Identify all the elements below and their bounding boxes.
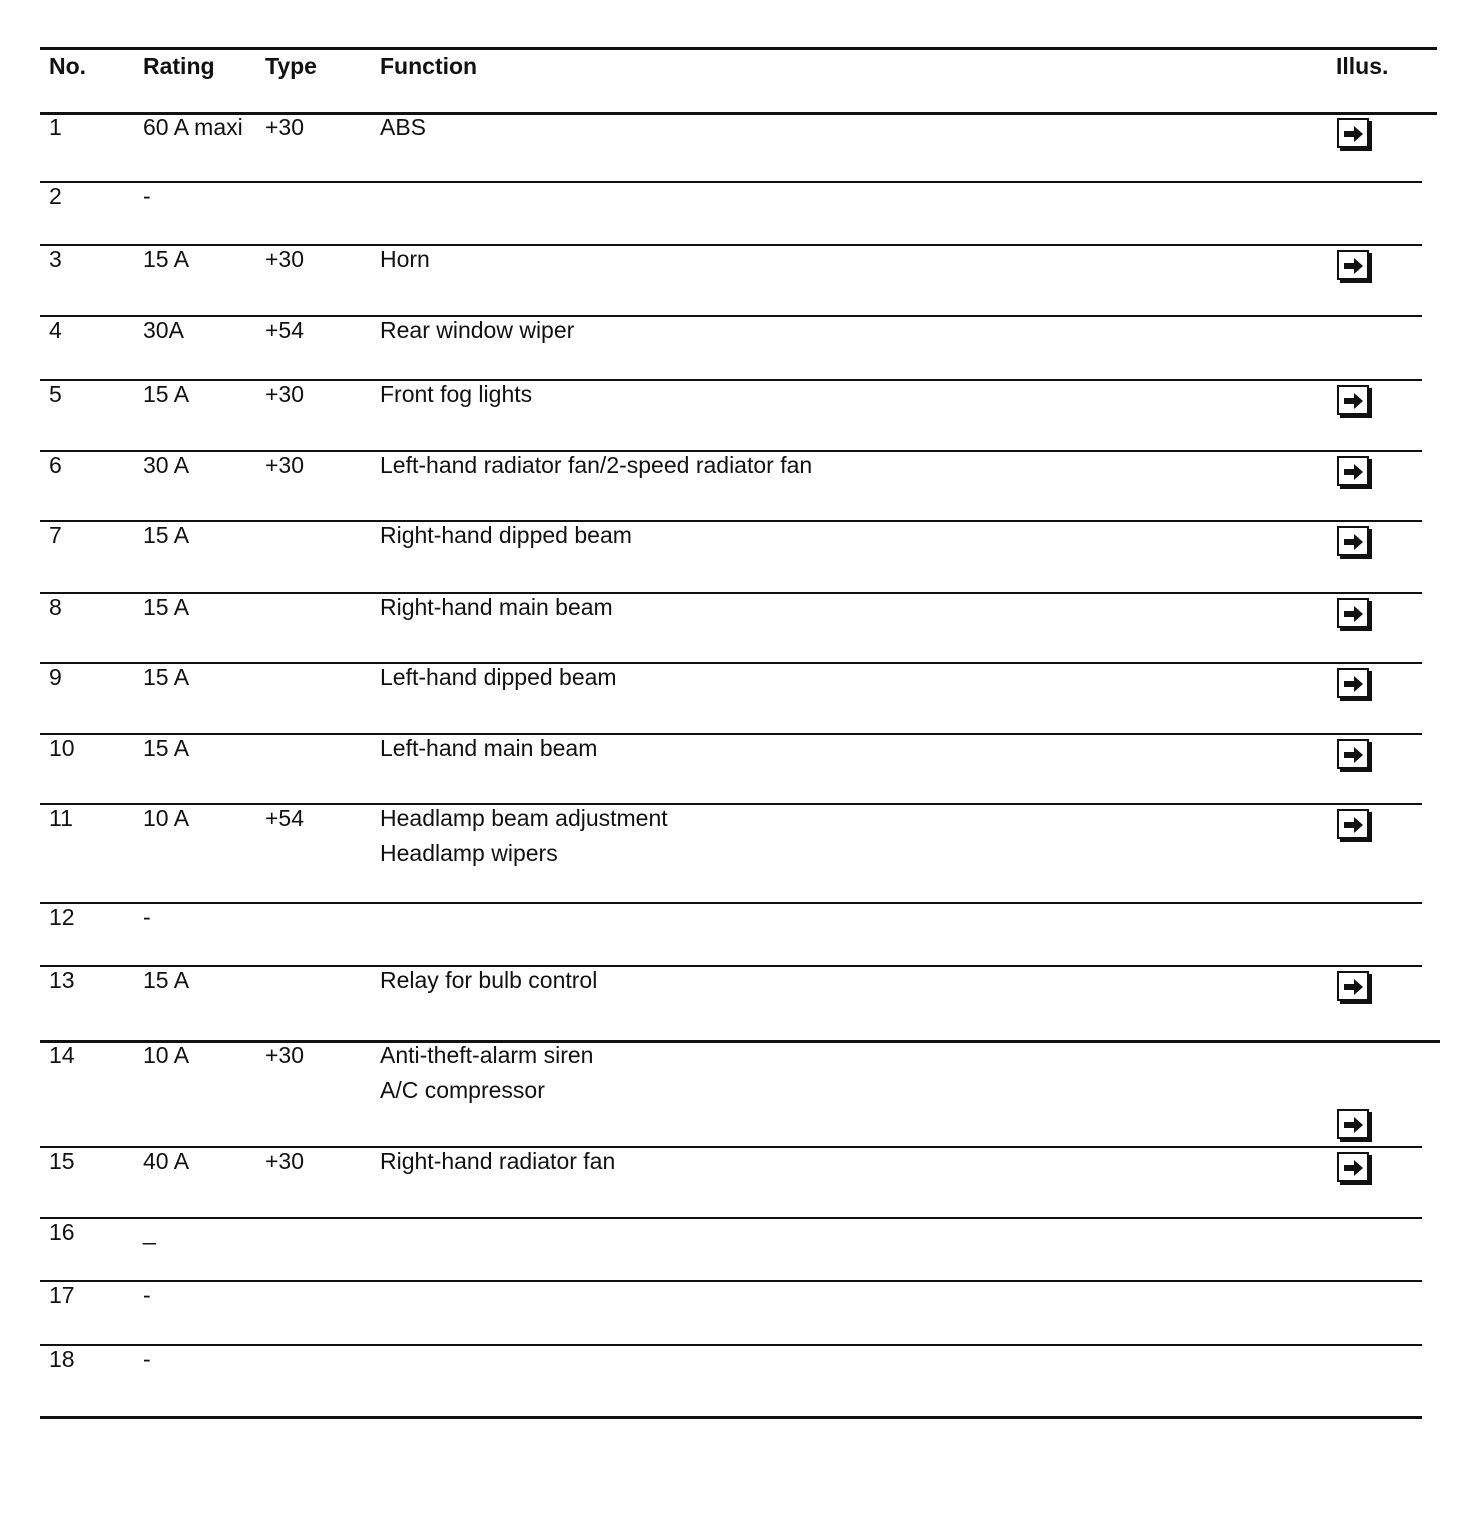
cell-rating: 15 A xyxy=(143,735,190,761)
cell-no: 13 xyxy=(49,967,75,993)
cell-no: 11 xyxy=(49,805,73,831)
cell-function xyxy=(380,518,632,553)
row-separator xyxy=(40,379,1422,381)
fuse-table xyxy=(40,0,1440,1536)
row-separator xyxy=(40,592,1422,594)
cell-type: +30 xyxy=(265,114,305,140)
header-no: No. xyxy=(49,53,87,79)
cell-rating: 15 A xyxy=(143,381,190,407)
table-bottom-rule xyxy=(40,1416,1422,1419)
cell-no: 18 xyxy=(49,1346,75,1372)
cell-rating: - xyxy=(143,904,151,930)
cell-rating: 15 A xyxy=(143,246,190,272)
row-separator xyxy=(40,965,1422,967)
function-line: Anti-theft-alarm siren xyxy=(380,1042,594,1068)
cell-rating: 40 A xyxy=(143,1148,190,1174)
cell-function xyxy=(380,590,613,625)
cell-no: 7 xyxy=(49,522,62,548)
row-separator xyxy=(40,803,1422,805)
cell-function xyxy=(380,963,597,998)
arrow-right-icon[interactable] xyxy=(1337,668,1369,698)
cell-function xyxy=(380,110,426,145)
cell-function xyxy=(380,313,574,348)
cell-function xyxy=(380,1144,615,1179)
cell-no: 14 xyxy=(49,1042,75,1068)
cell-type: +54 xyxy=(265,317,305,343)
cell-rating: 15 A xyxy=(143,664,190,690)
cell-no: 15 xyxy=(49,1148,75,1174)
cell-rating: _ xyxy=(143,1219,156,1245)
function-line: Headlamp beam adjustment xyxy=(380,805,668,831)
function-line: Left-hand main beam xyxy=(380,735,598,761)
cell-rating: - xyxy=(143,1346,151,1372)
cell-rating: - xyxy=(143,183,151,209)
cell-function xyxy=(380,377,532,412)
cell-type: +30 xyxy=(265,1148,305,1174)
header-illus: Illus. xyxy=(1336,53,1389,79)
header-type: Type xyxy=(265,53,317,79)
cell-no: 6 xyxy=(49,452,62,478)
cell-no: 3 xyxy=(49,246,62,272)
function-line: Relay for bulb control xyxy=(380,967,598,993)
row-separator xyxy=(40,1146,1422,1148)
cell-function xyxy=(380,1038,593,1108)
cell-no: 5 xyxy=(49,381,62,407)
arrow-right-icon[interactable] xyxy=(1337,739,1369,769)
function-line: Left-hand radiator fan/2-speed radiator fan xyxy=(380,452,813,478)
cell-rating: 15 A xyxy=(143,522,190,548)
cell-no: 8 xyxy=(49,594,62,620)
cell-no: 12 xyxy=(49,904,75,930)
function-line: Right-hand dipped beam xyxy=(380,522,632,548)
arrow-right-icon[interactable] xyxy=(1337,385,1369,415)
function-line: ABS xyxy=(380,114,427,140)
arrow-right-icon[interactable] xyxy=(1337,250,1369,280)
row-separator xyxy=(40,902,1422,904)
cell-rating: 10 A xyxy=(143,1042,190,1068)
row-separator xyxy=(40,244,1422,246)
function-line: Left-hand dipped beam xyxy=(380,664,617,690)
row-separator xyxy=(40,181,1422,183)
function-line: Right-hand main beam xyxy=(380,594,613,620)
cell-function xyxy=(380,731,597,766)
arrow-right-icon[interactable] xyxy=(1337,526,1369,556)
row-separator xyxy=(40,733,1422,735)
arrow-right-icon[interactable] xyxy=(1337,1109,1369,1139)
row-separator xyxy=(40,1344,1422,1346)
function-line: Rear window wiper xyxy=(380,317,575,343)
header-rating: Rating xyxy=(143,53,215,79)
cell-no: 4 xyxy=(49,317,62,343)
arrow-right-icon[interactable] xyxy=(1337,118,1369,148)
function-line: A/C compressor xyxy=(380,1077,545,1103)
cell-rating: 15 A xyxy=(143,967,190,993)
cell-function xyxy=(380,801,668,871)
cell-type: +30 xyxy=(265,381,305,407)
cell-no: 10 xyxy=(49,735,75,761)
row-separator xyxy=(40,1217,1422,1219)
cell-no: 17 xyxy=(49,1282,75,1308)
cell-function xyxy=(380,448,812,483)
row-separator xyxy=(40,520,1422,522)
cell-type: +30 xyxy=(265,1042,305,1068)
row-separator xyxy=(40,662,1422,664)
arrow-right-icon[interactable] xyxy=(1337,1152,1369,1182)
arrow-right-icon[interactable] xyxy=(1337,971,1369,1001)
cell-rating: - xyxy=(143,1282,151,1308)
function-line: Right-hand radiator fan xyxy=(380,1148,616,1174)
header-function: Function xyxy=(380,53,478,79)
cell-type: +30 xyxy=(265,246,305,272)
cell-rating: 10 A xyxy=(143,805,190,831)
cell-rating: 15 A xyxy=(143,594,190,620)
function-line: Front fog lights xyxy=(380,381,533,407)
cell-no: 9 xyxy=(49,664,62,690)
cell-function xyxy=(380,242,430,277)
cell-rating: 30 A xyxy=(143,452,190,478)
arrow-right-icon[interactable] xyxy=(1337,598,1369,628)
cell-rating: 30A xyxy=(143,317,184,343)
arrow-right-icon[interactable] xyxy=(1337,809,1369,839)
row-separator xyxy=(40,315,1422,317)
arrow-right-icon[interactable] xyxy=(1337,456,1369,486)
cell-function xyxy=(380,660,617,695)
row-separator xyxy=(40,1280,1422,1282)
cell-no: 1 xyxy=(49,114,62,140)
cell-no: 16 xyxy=(49,1219,75,1245)
cell-type: +30 xyxy=(265,452,305,478)
function-line: Horn xyxy=(380,246,430,272)
row-separator xyxy=(40,1040,1440,1043)
table-top-rule xyxy=(40,47,1437,50)
cell-rating: 60 A maxi xyxy=(143,114,243,140)
cell-type: +54 xyxy=(265,805,305,831)
row-separator xyxy=(40,112,1437,115)
function-line: Headlamp wipers xyxy=(380,840,558,866)
cell-no: 2 xyxy=(49,183,62,209)
